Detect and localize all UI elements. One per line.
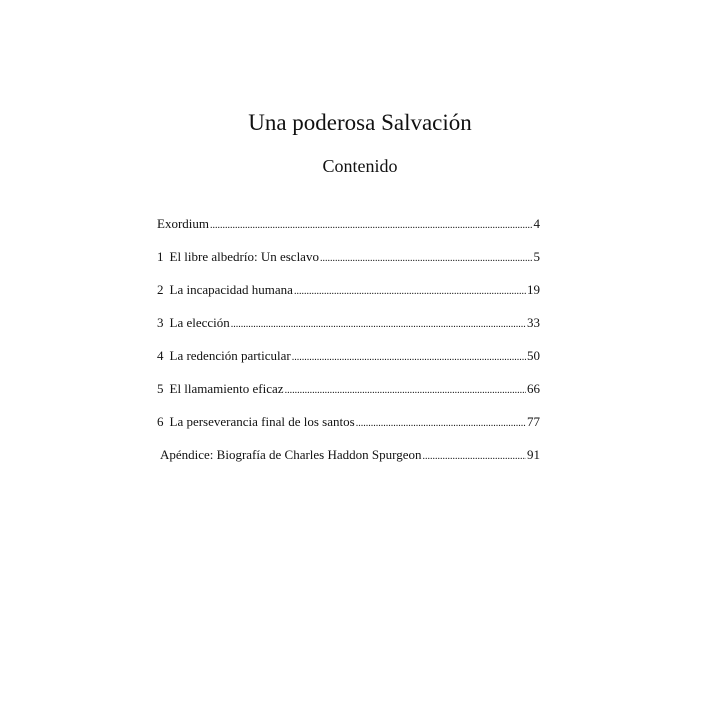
- toc-entry-number: 6: [157, 414, 164, 429]
- toc-entry-chapter-4[interactable]: [157, 346, 540, 379]
- toc-entry-exordium[interactable]: [157, 214, 540, 247]
- toc-entry-number: 1: [157, 249, 164, 264]
- toc-entry-page: 50: [527, 348, 540, 363]
- toc-entry-label: El libre albedrío: Un esclavo: [169, 249, 319, 264]
- toc-dot-leader: [356, 414, 526, 434]
- toc-entry-label: La elección: [169, 315, 230, 330]
- toc-entry-number: 4: [157, 348, 164, 363]
- toc-entry-page: 19: [527, 282, 540, 297]
- toc-entry-page: 77: [527, 414, 540, 429]
- toc-entry-label: El llamamiento eficaz: [169, 381, 284, 396]
- toc-entry-chapter-3[interactable]: [157, 313, 540, 346]
- toc-dot-leader: [292, 348, 526, 368]
- toc-entry-appendix[interactable]: [157, 445, 540, 478]
- toc-entry-number: 5: [157, 381, 164, 396]
- toc-heading: Contenido: [322, 156, 398, 176]
- toc-dot-leader: [210, 216, 533, 236]
- toc-dot-leader: [231, 315, 526, 335]
- book-title: Una poderosa Salvación: [248, 110, 472, 135]
- toc-entry-label: La perseverancia final de los santos: [169, 414, 355, 429]
- toc-entry-page: 33: [527, 315, 540, 330]
- toc-entry-page: 66: [527, 381, 540, 396]
- toc-dot-leader: [285, 381, 526, 401]
- toc-entry-number: 2: [157, 282, 164, 297]
- toc-entry-label: La incapacidad humana: [169, 282, 293, 297]
- toc-entry-chapter-1[interactable]: [157, 247, 540, 280]
- toc-entry-chapter-6[interactable]: [157, 412, 540, 445]
- toc-entry-label: La redención particular: [169, 348, 291, 363]
- toc-entry-page: 5: [533, 249, 540, 264]
- toc-entry-chapter-2[interactable]: [157, 280, 540, 313]
- toc-dot-leader: [423, 447, 527, 467]
- toc-entry-chapter-5[interactable]: [157, 379, 540, 412]
- toc-entry-page: 4: [533, 216, 540, 231]
- toc-dot-leader: [294, 282, 526, 302]
- toc-entry-label: Exordium: [157, 216, 209, 231]
- table-of-contents: [157, 214, 540, 478]
- toc-entry-label: Apéndice: Biografía de Charles Haddon Spurgeon: [160, 447, 422, 462]
- toc-entry-page: 91: [527, 447, 540, 462]
- toc-entry-number: 3: [157, 315, 164, 330]
- toc-dot-leader: [320, 249, 533, 269]
